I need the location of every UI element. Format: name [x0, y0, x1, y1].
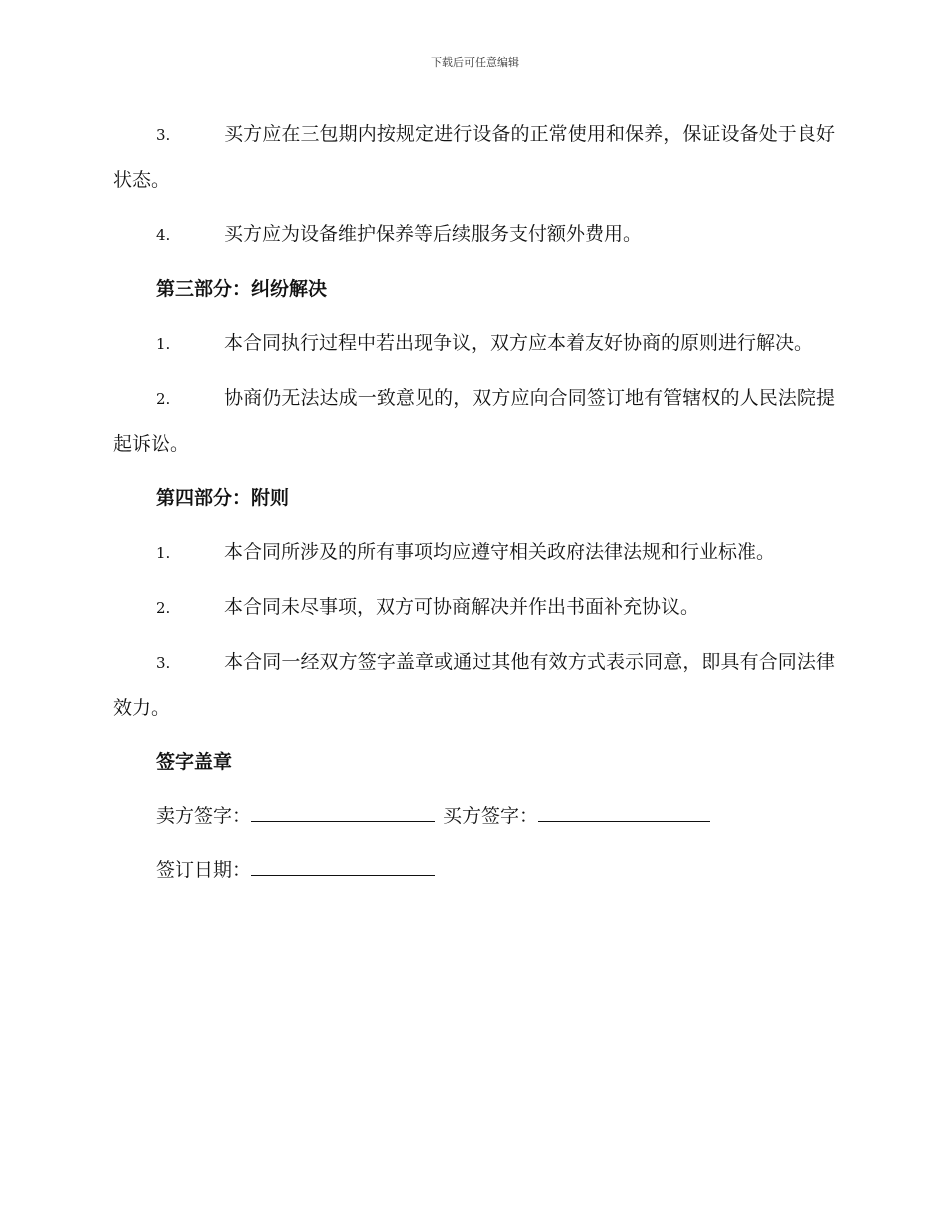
item-text: 本合同一经双方签字盖章或通过其他有效方式表示同意，即具有合同法律效力。 — [113, 651, 835, 719]
item-number: 2. — [156, 599, 171, 617]
seller-signature-label: 卖方签字： — [156, 805, 252, 827]
page-header: 下载后可任意编辑 — [431, 56, 519, 69]
signing-date-row — [113, 848, 835, 893]
list-item — [113, 530, 835, 576]
buyer-signature-line[interactable] — [538, 801, 710, 822]
item-text: 本合同执行过程中若出现争议，双方应本着友好协商的原则进行解决。 — [224, 332, 814, 354]
item-text: 买方应为设备维护保养等后续服务支付额外费用。 — [224, 223, 643, 245]
item-number: 3. — [156, 126, 171, 144]
item-number: 1. — [156, 544, 171, 562]
list-item — [113, 640, 835, 731]
item-number: 4. — [156, 226, 171, 244]
signature-row — [113, 794, 835, 839]
signing-date-label: 签订日期： — [156, 859, 252, 881]
list-item — [113, 585, 835, 631]
signing-date-line[interactable] — [251, 855, 435, 876]
item-text: 本合同未尽事项，双方可协商解决并作出书面补充协议。 — [224, 596, 700, 618]
item-number: 1. — [156, 335, 171, 353]
list-item — [113, 376, 835, 467]
seller-signature-line[interactable] — [251, 801, 435, 822]
document-body — [113, 112, 835, 902]
buyer-signature-label: 买方签字： — [443, 805, 539, 827]
item-text: 协商仍无法达成一致意见的，双方应向合同签订地有管辖权的人民法院提起诉讼。 — [113, 387, 835, 455]
item-number: 3. — [156, 654, 171, 672]
list-item — [113, 112, 835, 203]
list-item — [113, 212, 835, 258]
section-title-dispute: 第三部分：纠纷解决 — [156, 278, 328, 300]
section-title-signature: 签字盖章 — [156, 751, 233, 773]
item-number: 2. — [156, 390, 171, 408]
section-title-appendix: 第四部分：附则 — [156, 487, 290, 509]
item-text: 买方应在三包期内按规定进行设备的正常使用和保养，保证设备处于良好状态。 — [113, 123, 835, 191]
list-item — [113, 321, 835, 367]
item-text: 本合同所涉及的所有事项均应遵守相关政府法律法规和行业标准。 — [224, 541, 776, 563]
